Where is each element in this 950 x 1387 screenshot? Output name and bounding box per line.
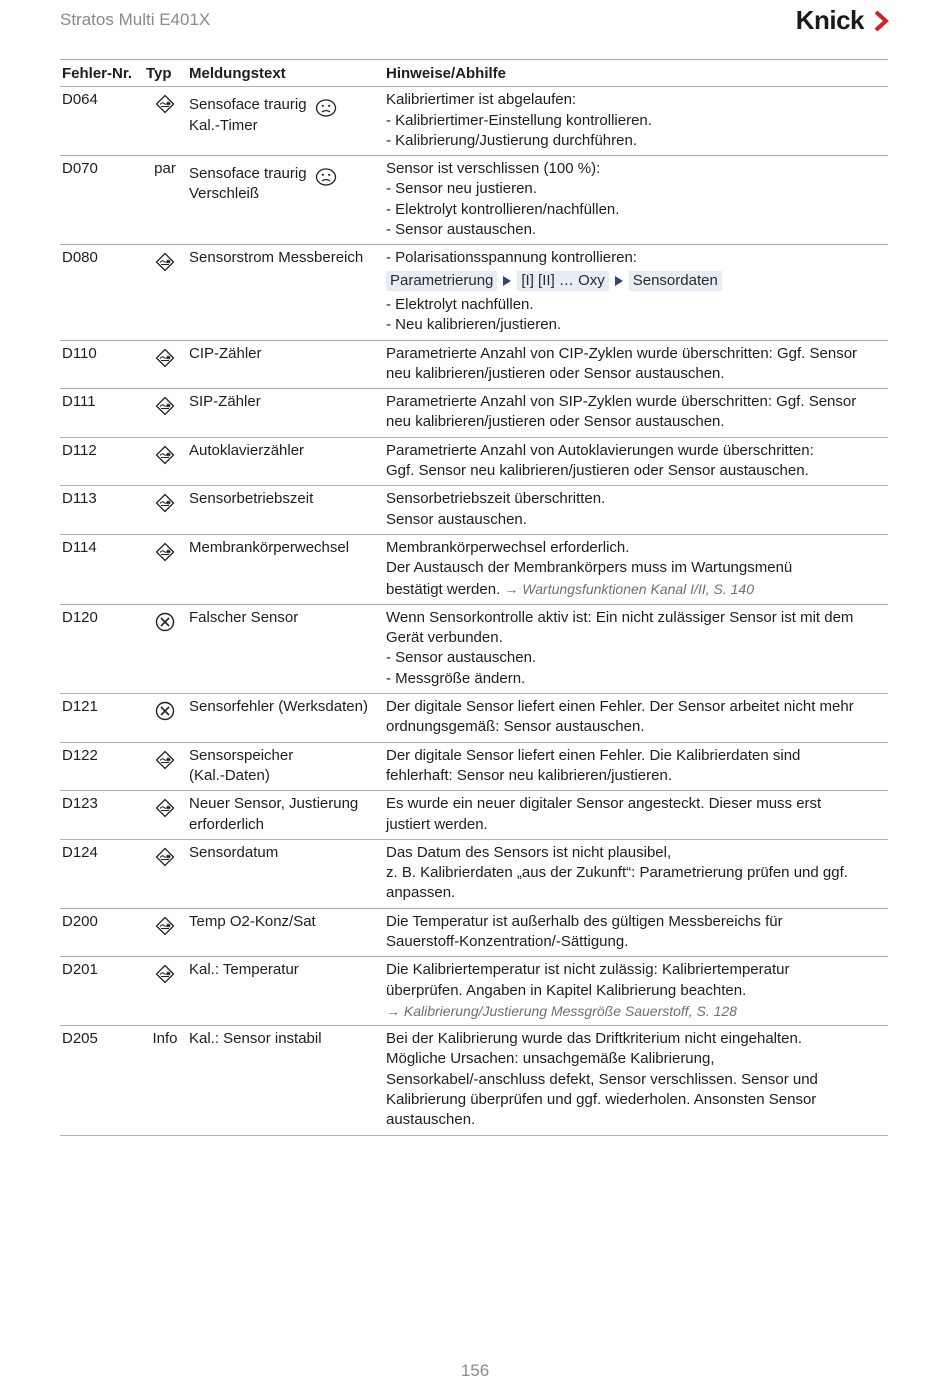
table-row [60,389,888,438]
hint-line: Die Kalibriertemperatur ist nicht zulässig: Kalibriertemperatur [386,961,790,979]
error-type [143,538,187,600]
hint-line-with-reference [386,579,888,600]
error-type-text: par [154,160,176,178]
table-row [60,156,888,245]
maintenance-icon [155,750,175,770]
menu-path [386,271,888,291]
hint-line: anpassen. [386,884,456,902]
hint-text [386,538,888,600]
hint-line: Der Austausch der Membrankörpers muss im Wartungsmenü [386,559,793,577]
maintenance-icon [155,798,175,818]
message-line: Kal.-Timer [189,116,258,134]
sad-face-icon [315,97,337,119]
error-code: D123 [62,795,98,813]
message-lines [189,95,307,136]
hint-text [386,697,888,738]
table-row [60,694,888,743]
message-lines [189,164,307,205]
message-text [187,1029,386,1130]
hint-line: überprüfen. Angaben in Kapitel Kalibrierung beachten. [386,981,747,999]
maintenance-icon [155,94,175,114]
error-type [143,90,187,151]
message-line: Sensorfehler (Werksdaten) [189,698,368,716]
hint-text [386,90,888,151]
table-row [60,840,888,909]
message-text [187,248,386,335]
message-line: SIP-Zähler [189,393,261,411]
error-type-text: Info [152,1030,178,1048]
table-row [60,605,888,694]
hint-line: Es wurde ein neuer digitaler Sensor angesteckt. Dieser muss erst [386,795,822,813]
error-code: D120 [62,608,98,626]
hint-line: - Polarisationsspannung kontrollieren: [386,249,637,267]
message-line: Kal.: Temperatur [189,961,299,979]
hint-line: Sauerstoff-Konzentration/-Sättigung. [386,932,629,950]
maintenance-icon [155,396,175,416]
hint-text [386,912,888,953]
message-text [187,746,386,787]
message-text [187,697,386,738]
cross-reference-link: → Wartungsfunktionen Kanal I/II, S. 140 [504,580,754,597]
failure-icon [155,612,175,632]
error-type [143,746,187,787]
hint-line: Membrankörperwechsel erforderlich. [386,538,630,556]
message-with-sensoface [189,164,386,205]
hint-line: Parametrierte Anzahl von CIP-Zyklen wurde überschritten: Ggf. Sensor [386,344,858,362]
table-row [60,438,888,487]
error-type [143,960,187,1021]
message-line: Sensorspeicher [189,746,294,764]
sad-face-icon [315,166,337,188]
message-line: Sensorstrom Messbereich [189,249,364,267]
hint-line: Bei der Kalibrierung wurde das Driftkriterium nicht eingehalten. [386,1030,803,1048]
hint-line: - Sensor austauschen. [386,649,537,667]
hint-line: Ggf. Sensor neu kalibrieren/justieren oder Sensor austauschen. [386,462,809,480]
error-type [143,248,187,335]
message-line: Temp O2-Konz/Sat [189,912,316,930]
message-text [187,794,386,835]
message-line: Neuer Sensor, Justierung [189,795,359,813]
hint-line: Sensorkabel/-anschluss defekt, Sensor verschlissen. Sensor und [386,1070,818,1088]
maintenance-icon [155,964,175,984]
error-type [143,697,187,738]
maintenance-icon [155,493,175,513]
hint-line: Sensor austauschen. [386,510,527,528]
hint-text [386,960,888,1021]
message-text [187,441,386,482]
message-text [187,489,386,530]
error-code: D201 [62,961,98,979]
menu-path-item: Sensordaten [629,271,722,291]
hint-text [386,1029,888,1130]
table-row [60,245,888,340]
hint-line: bestätigt werden. [386,580,501,598]
chevron-right-icon [872,9,890,33]
table-row [60,909,888,958]
hint-line: - Elektrolyt nachfüllen. [386,295,534,313]
triangle-right-icon [615,276,623,286]
error-type [143,441,187,482]
message-line: Sensorbetriebszeit [189,490,314,508]
hint-text [386,441,888,482]
maintenance-icon [155,916,175,936]
error-code: D121 [62,698,98,716]
hint-line: Das Datum des Sensors ist nicht plausibel, [386,843,672,861]
cross-reference-link: → Kalibrierung/Justierung Messgröße Sauerstoff, S. 128 [386,1002,737,1019]
hint-line: z. B. Kalibrierdaten „aus der Zukunft“: Parametrierung prüfen und ggf. [386,864,848,882]
message-text [187,392,386,433]
hint-line-with-reference [386,981,888,1001]
hint-line: Sensorbetriebszeit überschritten. [386,490,606,508]
hint-line: neu kalibrieren/justieren oder Sensor austauschen. [386,364,725,382]
hint-line: Die Temperatur ist außerhalb des gültigen Messbereichs für [386,912,783,930]
hint-text [386,608,888,689]
error-code: D124 [62,843,98,861]
error-type [143,159,187,240]
hint-line: Parametrierte Anzahl von SIP-Zyklen wurde überschritten: Ggf. Sensor [386,393,857,411]
error-code: D122 [62,746,98,764]
column-header-hint: Hinweise/Abhilfe [386,65,507,82]
error-code: D110 [62,344,97,362]
message-line: Sensoface traurig [189,165,307,183]
column-header-code: Fehler-Nr. [62,65,133,82]
error-type [143,794,187,835]
triangle-right-icon [503,276,511,286]
column-header-message: Meldungstext [189,65,286,82]
message-text [187,90,386,151]
hint-line: - Sensor neu justieren. [386,180,537,198]
error-code: D070 [62,160,98,178]
error-code: D112 [62,441,97,459]
error-type [143,912,187,953]
knick-logo [796,5,890,36]
table-row [60,1026,888,1135]
maintenance-icon [155,542,175,562]
error-type [143,489,187,530]
hint-line: - Sensor austauschen. [386,221,537,239]
hint-text [386,843,888,904]
error-type [143,344,187,385]
maintenance-icon [155,348,175,368]
column-header-type: Typ [146,65,172,82]
message-text [187,608,386,689]
logo-text: Knick [795,5,864,35]
message-text [187,344,386,385]
error-code: D064 [62,91,98,109]
hint-line: austauschen. [386,1111,476,1129]
error-code: D111 [62,393,96,411]
table-row [60,791,888,840]
hint-text [386,248,888,335]
hint-line: Der digitale Sensor liefert einen Fehler. Die Kalibrierdaten sind [386,746,801,764]
message-line: Sensordatum [189,843,279,861]
hint-line: Der digitale Sensor liefert einen Fehler. Der Sensor arbeitet nicht mehr [386,698,854,716]
message-line: Kal.: Sensor instabil [189,1030,322,1048]
document-title: Stratos Multi E401X [60,10,211,29]
table-header [60,60,888,87]
hint-line: Mögliche Ursachen: unsachgemäße Kalibrierung, [386,1050,715,1068]
hint-text [386,392,888,433]
error-code: D114 [62,538,97,556]
error-type [143,843,187,904]
table-row [60,341,888,390]
error-type [143,392,187,433]
maintenance-icon [155,252,175,272]
message-line: Verschleiß [189,185,260,203]
table-row [60,743,888,792]
hint-text [386,344,888,385]
hint-line: - Messgröße ändern. [386,669,526,687]
maintenance-icon [155,847,175,867]
table-row [60,957,888,1026]
message-text [187,159,386,240]
message-line: CIP-Zähler [189,344,262,362]
hint-line: Gerät verbunden. [386,629,503,647]
message-text [187,960,386,1021]
hint-line: ordnungsgemäß: Sensor austauschen. [386,718,645,736]
error-code: D200 [62,912,98,930]
message-line: Sensoface traurig [189,96,307,114]
hint-line: Kalibriertimer ist abgelaufen: [386,91,577,109]
message-line: Falscher Sensor [189,608,299,626]
hint-line: neu kalibrieren/justieren oder Sensor austauschen. [386,413,725,431]
message-text [187,538,386,600]
hint-line: Parametrierte Anzahl von Autoklavierungen wurde überschritten: [386,441,814,459]
failure-icon [155,701,175,721]
page-number: 156 [460,1361,490,1380]
maintenance-icon [155,445,175,465]
table-row [60,486,888,535]
menu-path-item: [I] [II] … Oxy [517,271,608,291]
menu-path-item: Parametrierung [386,271,497,291]
message-with-sensoface [189,95,386,136]
error-type [143,608,187,689]
message-line: erforderlich [189,815,265,833]
error-code: D113 [62,490,97,508]
hint-line: Wenn Sensorkontrolle aktiv ist: Ein nicht zulässiger Sensor ist mit dem [386,608,854,626]
table-row [60,535,888,605]
hint-line: - Kalibriertimer-Einstellung kontrollieren. [386,111,652,129]
hint-line: fehlerhaft: Sensor neu kalibrieren/justieren. [386,766,672,784]
hint-line: - Neu kalibrieren/justieren. [386,316,562,334]
message-text [187,843,386,904]
hint-text [386,746,888,787]
hint-text [386,794,888,835]
hint-text [386,159,888,240]
hint-line: Kalibrierung überprüfen und ggf. wiederholen. Ansonsten Sensor [386,1091,817,1109]
hint-text [386,489,888,530]
hint-line: Sensor ist verschlissen (100 %): [386,160,601,178]
error-type [143,1029,187,1130]
message-text [187,912,386,953]
hint-line: justiert werden. [386,815,488,833]
error-code: D205 [62,1030,98,1048]
hint-line: - Kalibrierung/Justierung durchführen. [386,131,637,149]
error-table [60,59,888,1136]
hint-line: - Elektrolyt kontrollieren/nachfüllen. [386,200,620,218]
error-code: D080 [62,249,98,267]
message-line: (Kal.-Daten) [189,766,270,784]
table-row [60,87,888,156]
message-line: Membrankörperwechsel [189,538,350,556]
message-line: Autoklavierzähler [189,441,305,459]
